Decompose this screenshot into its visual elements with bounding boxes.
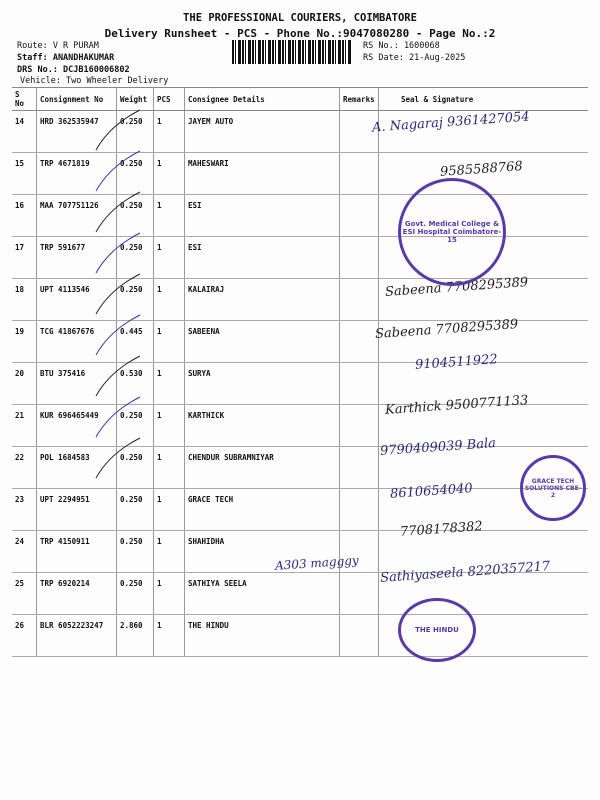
tick-mark	[96, 192, 140, 232]
cell-consignee: KALAIRAJ	[185, 279, 340, 321]
staff: Staff: ANANDHAKUMAR	[17, 53, 115, 63]
cell-pcs: 1	[154, 615, 185, 657]
cell-weight: 0.445	[117, 321, 154, 363]
cell-pcs: 1	[154, 489, 185, 531]
cell-consignee: ESI	[185, 237, 340, 279]
signature-row-21: Karthick 9500771133	[384, 393, 529, 418]
cell-weight: 0.250	[117, 489, 154, 531]
cell-consignment-no: UPT 4113546	[37, 279, 117, 321]
col-weight: Weight	[117, 88, 154, 111]
cell-weight: 0.250	[117, 531, 154, 573]
signature-row-18: Sabeena 7708295389	[384, 275, 529, 300]
signature-row-25: Sathiyaseela 8220357217	[379, 559, 551, 586]
cell-weight: 0.250	[117, 573, 154, 615]
signature-row-22: 9790409039 Bala	[379, 435, 497, 460]
cell-consignee: KARTHICK	[185, 405, 340, 447]
cell-weight: 0.250	[117, 279, 154, 321]
cell-sno: 20	[12, 363, 37, 405]
the-hindu-stamp: THE HINDU	[398, 598, 476, 662]
runsheet-title: Delivery Runsheet - PCS - Phone No.:9047080280 - Page No.:2	[104, 27, 496, 40]
grace-tech-stamp: GRACE TECH SOLUTIONS CBE-2	[520, 455, 586, 521]
cell-pcs: 1	[154, 447, 185, 489]
col-pcs: PCS	[154, 88, 185, 111]
cell-weight: 0.250	[117, 405, 154, 447]
cell-consignment-no: BLR 6052223247	[37, 615, 117, 657]
cell-consignee: GRACE TECH	[185, 489, 340, 531]
cell-weight: 0.250	[117, 111, 154, 153]
route: Route: V R PURAM	[17, 41, 99, 51]
rs-number: RS No.: 1600068	[363, 41, 440, 51]
cell-weight: 0.250	[117, 447, 154, 489]
tick-mark	[96, 274, 140, 314]
cell-sno: 23	[12, 489, 37, 531]
cell-consignee: SATHIYA SEELA	[185, 573, 340, 615]
cell-pcs: 1	[154, 363, 185, 405]
tick-mark	[96, 397, 140, 437]
col-remarks: Remarks	[340, 88, 379, 111]
cell-sno: 16	[12, 195, 37, 237]
tick-mark	[96, 233, 140, 273]
cell-pcs: 1	[154, 153, 185, 195]
cell-consignment-no: BTU 375416	[37, 363, 117, 405]
cell-consignee: SABEENA	[185, 321, 340, 363]
cell-consignment-no: MAA 707751126	[37, 195, 117, 237]
cell-sno: 15	[12, 153, 37, 195]
cell-consignee: CHENDUR SUBRAMNIYAR	[185, 447, 340, 489]
cell-sno: 19	[12, 321, 37, 363]
cell-weight: 0.250	[117, 153, 154, 195]
cell-sno: 26	[12, 615, 37, 657]
cell-pcs: 1	[154, 531, 185, 573]
tick-mark	[96, 356, 140, 396]
cell-consignee: SURYA	[185, 363, 340, 405]
tick-mark	[96, 110, 140, 150]
esi-hospital-stamp: Govt. Medical College & ESI Hospital Coimbatore-15	[398, 178, 506, 286]
cell-consignee: JAYEM AUTO	[185, 111, 340, 153]
cell-weight: 0.250	[117, 195, 154, 237]
drs-number: DRS No.: DCJB160006802	[17, 65, 130, 75]
cell-consignment-no: POL 1684583	[37, 447, 117, 489]
cell-sno: 21	[12, 405, 37, 447]
signature-row-24: 7708178382	[399, 519, 484, 540]
cell-pcs: 1	[154, 405, 185, 447]
tick-mark	[96, 315, 140, 355]
signature-row-20: 9104511922	[414, 352, 499, 373]
cell-consignment-no: TRP 591677	[37, 237, 117, 279]
tick-mark	[96, 151, 140, 191]
cell-consignee: ESI	[185, 195, 340, 237]
cell-consignee: MAHESWARI	[185, 153, 340, 195]
vehicle: Vehicle: Two Wheeler Delivery	[20, 76, 169, 86]
note-row-25: A303 magggy	[274, 553, 360, 573]
cell-consignment-no: KUR 696465449	[37, 405, 117, 447]
cell-pcs: 1	[154, 195, 185, 237]
cell-sno: 17	[12, 237, 37, 279]
col-sno: S No	[12, 88, 37, 111]
cell-consignee: THE HINDU	[185, 615, 340, 657]
cell-sno: 24	[12, 531, 37, 573]
signature-row-19: Sabeena 7708295389	[374, 317, 519, 342]
col-consignment: Consignment No	[37, 88, 117, 111]
signature-row-15: 9585588768	[439, 159, 524, 180]
cell-consignee: SHAHIDHA	[185, 531, 340, 573]
col-consignee: Consignee Details	[185, 88, 340, 111]
cell-weight: 2.860	[117, 615, 154, 657]
cell-pcs: 1	[154, 573, 185, 615]
cell-sno: 18	[12, 279, 37, 321]
col-seal-signature: Seal & Signature	[379, 88, 589, 111]
cell-consignment-no: TCG 41867676	[37, 321, 117, 363]
cell-pcs: 1	[154, 321, 185, 363]
cell-weight: 0.250	[117, 237, 154, 279]
cell-consignment-no: TRP 4150911	[37, 531, 117, 573]
tick-mark	[96, 438, 140, 478]
signature-row-23: 8610654040	[389, 481, 474, 502]
cell-weight: 0.530	[117, 363, 154, 405]
cell-consignment-no: HRD 362535947	[37, 111, 117, 153]
cell-sno: 14	[12, 111, 37, 153]
signature-row-14: A. Nagaraj 9361427054	[371, 109, 531, 136]
cell-sno: 22	[12, 447, 37, 489]
cell-consignment-no: TRP 4671819	[37, 153, 117, 195]
cell-consignment-no: TRP 6920214	[37, 573, 117, 615]
cell-pcs: 1	[154, 279, 185, 321]
rs-date: RS Date: 21-Aug-2025	[363, 53, 466, 63]
cell-pcs: 1	[154, 237, 185, 279]
cell-pcs: 1	[154, 111, 185, 153]
company-name: THE PROFESSIONAL COURIERS, COIMBATORE	[183, 12, 417, 24]
cell-consignment-no: UPT 2294951	[37, 489, 117, 531]
cell-sno: 25	[12, 573, 37, 615]
